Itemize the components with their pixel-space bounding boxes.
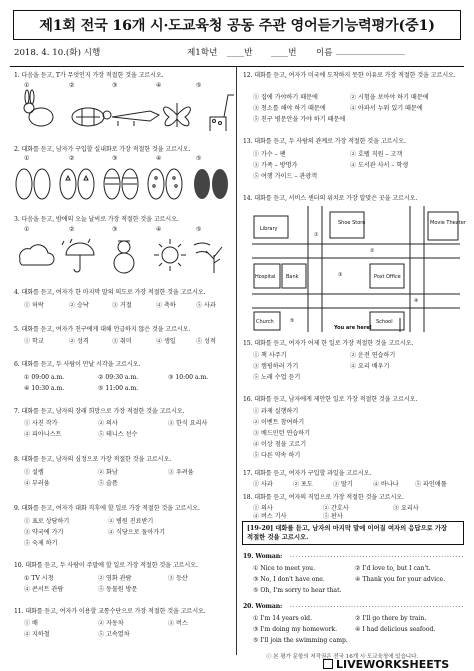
q19-choice[interactable]: ⑤ Oh, I'm sorry to hear that. xyxy=(253,587,342,594)
map-option-5: ⑤ xyxy=(290,318,295,324)
q9-choice[interactable]: ① 표로 상담하기 xyxy=(24,518,70,525)
umbrella-rain-icon xyxy=(62,239,94,272)
q5-choice[interactable]: ④ 생일 xyxy=(156,338,176,345)
q2-choice[interactable]: ② xyxy=(69,155,75,162)
test-title: 제1회 전국 16개 시·도교육청 공동 주관 영어듣기능력평가(중1) xyxy=(13,10,461,40)
question-9: 9. 대화를 듣고, 여자가 대화 직후에 할 일로 가장 적절한 것을 고르시오. xyxy=(14,505,200,512)
q2-choice[interactable]: ⑤ xyxy=(196,155,202,162)
instruction-line-2: 적절한 것을 고르시오. xyxy=(247,534,309,541)
question-3: 3. 다음을 듣고, 밤에의 오늘 날씨로 가장 적절한 것을 고르시오. xyxy=(14,216,179,223)
question-19: 19. Woman: xyxy=(243,553,283,560)
q7-choice[interactable]: ② 의사 xyxy=(98,420,118,427)
question-15: 15. 대화를 듣고, 여자가 어제 한 일로 가장 적절한 것을 고르시오. xyxy=(243,340,414,347)
slipper-dots-icon xyxy=(148,169,182,199)
q6-choice[interactable]: ④ 10:30 a.m. xyxy=(24,385,65,392)
q16-choice[interactable]: ② 이벤트 참여하기 xyxy=(253,419,305,426)
question-6: 6. 대화를 듣고, 두 사람이 만날 시각을 고르시오. xyxy=(14,361,141,368)
cloud-icon xyxy=(20,245,54,265)
column-divider xyxy=(236,67,237,655)
q15-choice[interactable]: ② 운전 연습하기 xyxy=(350,352,396,359)
q7-choice[interactable]: ④ 피아니스트 xyxy=(24,431,62,438)
q12-choice[interactable]: ④ 아파서 누워 있기 때문에 xyxy=(350,105,423,112)
question-11: 11. 대화를 듣고, 여자가 이용할 교통수단으로 가장 적절한 것을 고르시오. xyxy=(14,608,206,615)
logo-text: LIVEWORKSHEETS xyxy=(336,657,450,671)
q18-choice[interactable]: ④ 버스 기사 xyxy=(253,513,287,520)
map-post-office: Post Office xyxy=(374,274,401,280)
slipper-checked-icon xyxy=(194,169,228,199)
snowman-icon xyxy=(114,241,134,273)
q19-choice[interactable]: ① Nice to meet you. xyxy=(253,565,316,572)
number-blank: ____번 xyxy=(271,48,297,58)
q16-choice[interactable]: ③ 배드민턴 연습하기 xyxy=(253,430,311,437)
q20-choice[interactable]: ③ I'm doing my homework. xyxy=(253,626,338,633)
q17-choice[interactable]: ⑤ 파인애플 xyxy=(415,481,447,488)
map-hospital: Hospital xyxy=(255,274,276,280)
map-option-3: ③ xyxy=(338,272,343,278)
slipper-star-icon xyxy=(60,169,94,199)
question-16: 16. 대화를 듣고, 남자에게 제안한 일로 가장 적절한 것을 고르시오. xyxy=(243,396,418,403)
q12-choice[interactable]: ⑤ 친구 병문안을 가야 하기 때문에 xyxy=(253,116,346,123)
q4-choice[interactable]: ③ 거절 xyxy=(112,302,132,309)
q9-choice[interactable]: ③ 약국에 가기 xyxy=(24,529,64,536)
q18-choice[interactable]: ② 간호사 xyxy=(323,505,349,512)
q2-choice[interactable]: ③ xyxy=(112,155,118,162)
q3-choice[interactable]: ③ xyxy=(112,226,118,233)
q17-choice[interactable]: ③ 딸기 xyxy=(333,481,353,488)
q12-choice[interactable]: ① 집에 가야하기 때문에 xyxy=(253,94,318,101)
q12-choice[interactable]: ② 시험을 보아야 하기 때문에 xyxy=(350,94,429,101)
question-18: 18. 대화를 듣고, 여자의 직업으로 가장 적절한 것을 고르시오. xyxy=(243,494,404,501)
question-13: 13. 대화를 듣고, 두 사람의 관계로 가장 적절한 것을 고르시오. xyxy=(243,138,406,145)
q9-choice[interactable]: ⑤ 숙제 하기 xyxy=(24,540,58,547)
q13-choice[interactable]: ⑤ 여행 가이드 – 관광객 xyxy=(253,173,317,180)
name-label: 이름 xyxy=(316,48,333,58)
q6-choice[interactable]: ② 09:30 a.m. xyxy=(98,374,139,381)
map-option-4: ④ xyxy=(414,298,419,304)
q18-choice[interactable]: ⑤ 판사 xyxy=(323,513,343,520)
q7-choice[interactable]: ③ 한식 요리사 xyxy=(168,420,208,427)
q20-answer-line: ............................................................ xyxy=(290,602,465,609)
q10-choice[interactable]: ② 영화 관람 xyxy=(98,575,132,582)
q6-choice[interactable]: ③ 10:00 a.m. xyxy=(168,374,209,381)
q13-choice[interactable]: ④ 도서관 사서 – 학생 xyxy=(350,162,409,169)
q9-choice[interactable]: ④ 식당으로 돌아가기 xyxy=(108,529,166,536)
q15-choice[interactable]: ③ 캠핑하러 가기 xyxy=(253,363,299,370)
q5-choice[interactable]: ⑤ 성적 xyxy=(196,338,216,345)
q3-choice[interactable]: ⑤ xyxy=(196,226,202,233)
q11-choice[interactable]: ⑤ 고속열차 xyxy=(98,631,130,638)
q6-choice[interactable]: ① 09:00 a.m. xyxy=(24,374,65,381)
q18-choice[interactable]: ① 의사 xyxy=(253,505,273,512)
class-blank: ____반 xyxy=(227,48,253,58)
q5-choice[interactable]: ② 성격 xyxy=(69,338,89,345)
q8-choice[interactable]: ⑤ 슬픔 xyxy=(98,480,118,487)
map-you-are-here: You are here! xyxy=(334,325,372,331)
q19-answer-line: ............................................................ xyxy=(290,552,465,559)
question-12: 12. 대화를 듣고, 여자가 미국에 도착하지 못한 이유로 가장 적절한 것을 고르시오. xyxy=(243,72,456,79)
q11-choice[interactable]: ④ 지하철 xyxy=(24,631,50,638)
q3-choice[interactable]: ② xyxy=(69,226,75,233)
slipper-plain-icon xyxy=(16,169,50,199)
question-10: 10. 대화를 듣고, 두 사람이 주말에 할 일로 가장 적절한 것을 고르시오. xyxy=(14,562,198,569)
map-church: Church xyxy=(256,319,274,325)
q18-choice[interactable]: ③ 요리사 xyxy=(393,505,419,512)
q10-choice[interactable]: ⑤ 동물원 방문 xyxy=(98,586,138,593)
q17-choice[interactable]: ④ 바나나 xyxy=(373,481,399,488)
q10-choice[interactable]: ③ 등산 xyxy=(168,575,188,582)
copyright-footer: ⓒ 본 평가 문항의 저작권은 전국 16개 시·도교육청에 있습니다. xyxy=(266,654,419,660)
rabbit-icon xyxy=(24,90,53,126)
q5-choice[interactable]: ① 학교 xyxy=(24,338,44,345)
giraffe-icon xyxy=(210,95,234,131)
q20-choice[interactable]: ② I'll go there by train. xyxy=(355,615,427,622)
question-5: 5. 대화를 듣고, 여자가 친구에게 대해 언급하지 않은 것을 고르시오. xyxy=(14,326,191,333)
q2-choice[interactable]: ① xyxy=(24,155,30,162)
q1-choice[interactable]: ④ xyxy=(156,82,162,89)
turtle-icon xyxy=(72,108,111,126)
q8-choice[interactable]: ① 설렘 xyxy=(24,469,44,476)
q19-choice[interactable]: ② I'd love to, but I can't. xyxy=(355,565,431,572)
map-movie-theater: Movie Theater xyxy=(430,220,466,226)
q8-choice[interactable]: ④ 부러움 xyxy=(24,480,50,487)
q7-choice[interactable]: ⑤ 테니스 선수 xyxy=(98,431,138,438)
map-option-2: ② xyxy=(370,248,375,254)
question-17: 17. 대화를 듣고, 여자가 구입할 과일을 고르시오. xyxy=(243,470,372,477)
q13-choice[interactable]: ① 가수 – 팬 xyxy=(253,151,286,158)
q4-choice[interactable]: ⑤ 사과 xyxy=(196,302,216,309)
q20-choice[interactable]: ① I'm 14 years old. xyxy=(253,615,313,622)
q16-choice[interactable]: ⑤ 다른 약속 하기 xyxy=(253,452,301,459)
q20-choice[interactable]: ⑤ I'll join the swimming camp. xyxy=(253,637,348,644)
q11-choice[interactable]: ② 자동차 xyxy=(98,620,124,627)
question-8: 8. 대화를 듣고, 남자의 심정으로 가장 적절한 것을 고르시오. xyxy=(14,456,172,463)
q1-choice[interactable]: ① xyxy=(24,82,30,89)
question-7: 7. 대화를 듣고, 남자의 장래 희망으로 가장 적절한 것을 고르시오. xyxy=(14,408,185,415)
q8-choice[interactable]: ② 화남 xyxy=(98,469,118,476)
header-rule xyxy=(10,66,464,67)
map-library: Library xyxy=(260,226,278,232)
name-blank: ________________ xyxy=(336,46,405,56)
q3-choice[interactable]: ④ xyxy=(156,226,162,233)
q11-choice[interactable]: ③ 버스 xyxy=(168,620,188,627)
q13-choice[interactable]: ② 호텔 직원 – 고객 xyxy=(350,151,403,158)
q1-choice[interactable]: ② xyxy=(69,82,75,89)
q1-choice[interactable]: ⑤ xyxy=(196,82,202,89)
liveworksheets-logo[interactable] xyxy=(323,657,474,671)
q19-choice[interactable]: ④ Thank you for your advice. xyxy=(355,576,446,583)
q14-town-map xyxy=(250,206,466,332)
q1-choice[interactable]: ③ xyxy=(112,82,118,89)
q10-choice[interactable]: ④ 콘서트 관람 xyxy=(24,586,64,593)
q2-choice[interactable]: ④ xyxy=(156,155,162,162)
q15-choice[interactable]: ⑤ 노래 수업 듣기 xyxy=(253,374,301,381)
q6-choice[interactable]: ⑤ 11:00 a.m. xyxy=(98,385,139,392)
instruction-line-1: [19-20] 대화를 듣고, 남자의 마지막 말에 이어질 여자의 응답으로 가장 xyxy=(247,525,448,532)
q11-choice[interactable]: ① 배 xyxy=(24,620,38,627)
crocodile-icon xyxy=(112,111,159,126)
q19-choice[interactable]: ③ No, I don't have one. xyxy=(253,576,325,583)
logo-square-icon xyxy=(323,659,333,669)
sun-icon xyxy=(154,239,186,271)
question-14: 14. 대화를 듣고, 서비스 센터의 위치로 가장 알맞은 곳을 고르시오. xyxy=(243,195,418,202)
q5-choice[interactable]: ③ 취미 xyxy=(112,338,132,345)
q15-choice[interactable]: ① 책 사주기 xyxy=(253,352,287,359)
q3-weather-pictures xyxy=(14,235,234,277)
map-bank: Bank xyxy=(286,274,299,280)
test-info-line xyxy=(14,46,460,60)
q2-slipper-pictures xyxy=(14,164,234,202)
test-date: 2018. 4. 10.(화) 시행 xyxy=(14,48,101,58)
question-2: 2. 대화를 듣고, 남자가 구입할 실내화로 가장 적절한 것을 고르시오. xyxy=(14,146,191,153)
q13-choice[interactable]: ③ 가족 – 방명가 xyxy=(253,162,298,169)
question-20: 20. Woman: xyxy=(243,603,283,610)
map-school: School xyxy=(376,319,393,325)
grade-label: 제1학년 xyxy=(187,48,218,58)
q4-choice[interactable]: ① 허락 xyxy=(24,302,44,309)
map-shoe-store: Shoe Store xyxy=(338,220,366,226)
q15-choice[interactable]: ④ 요리 배우기 xyxy=(350,363,390,370)
q4-choice[interactable]: ② 승낙 xyxy=(69,302,89,309)
q16-choice[interactable]: ④ 이상 점을 고르기 xyxy=(253,441,307,448)
q16-choice[interactable]: ① 과제 실행하기 xyxy=(253,408,299,415)
instruction-box-19-20 xyxy=(242,521,464,545)
windy-tree-icon xyxy=(194,243,222,273)
q8-choice[interactable]: ③ 우려움 xyxy=(168,469,194,476)
map-option-1: ① xyxy=(314,232,319,238)
q3-choice[interactable]: ① xyxy=(24,226,30,233)
q1-animal-pictures xyxy=(14,91,234,133)
slipper-striped-icon xyxy=(104,169,138,199)
question-1: 1. 다음을 듣고, T가 무엇인지 가장 적절한 것을 고르시오. xyxy=(14,72,164,79)
q12-choice[interactable]: ③ 청소를 해야 하기 때문에 xyxy=(253,105,326,112)
q20-choice[interactable]: ④ I had delicious seafood. xyxy=(355,626,436,633)
question-4: 4. 대화를 듣고, 여자가 한 마지막 말의 의도로 가장 적절한 것을 고르시오. xyxy=(14,289,206,296)
q17-choice[interactable]: ① 사과 xyxy=(253,481,273,488)
q9-choice[interactable]: ② 병원 진료받기 xyxy=(108,518,154,525)
q7-choice[interactable]: ① 사진 작가 xyxy=(24,420,58,427)
q10-choice[interactable]: ① TV 시청 xyxy=(24,575,54,582)
q17-choice[interactable]: ② 포도 xyxy=(293,481,313,488)
q4-choice[interactable]: ④ 축하 xyxy=(156,302,176,309)
butterfly-icon xyxy=(164,103,191,127)
